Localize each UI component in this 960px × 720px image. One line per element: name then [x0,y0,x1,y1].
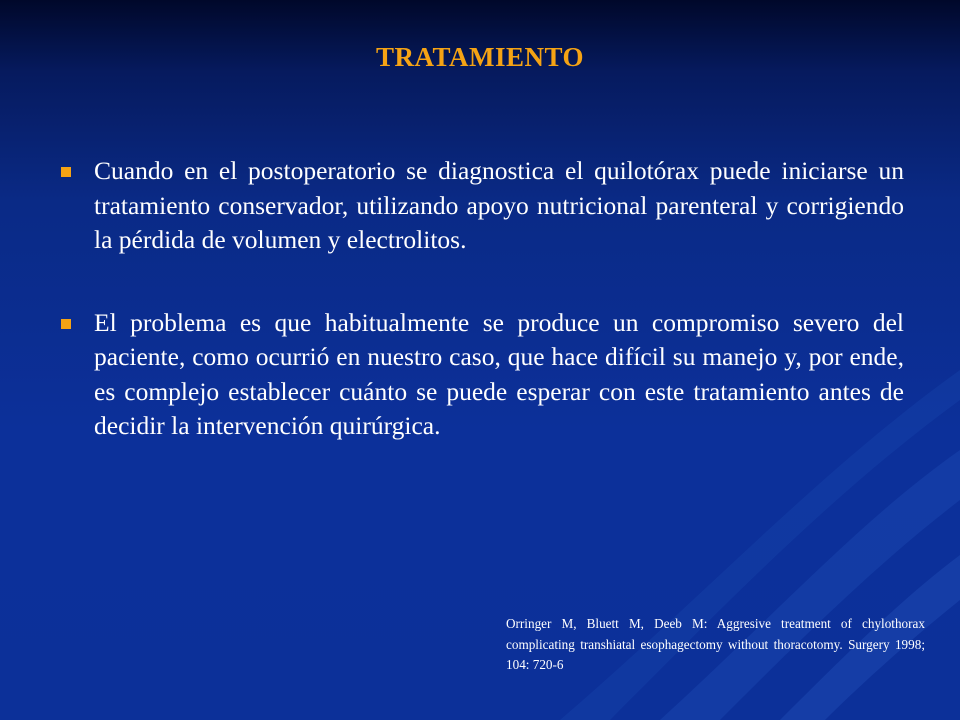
slide-title: TRATAMIENTO [375,42,585,72]
citation-reference: Orringer M, Bluett M, Deeb M: Aggresive treatment of chylothorax complicating transhiatal esophagectomy without thoracotomy. Surgery 1998; 104: 720-6 [506,616,925,672]
square-bullet-icon [61,319,71,329]
bullet-item [58,154,904,258]
bullet-list [58,154,904,444]
square-bullet-icon [61,167,71,177]
bullet-text: Cuando en el postoperatorio se diagnostica el quilotórax puede iniciarse un tratamiento conservador, utilizando apoyo nutricional parenteral y corrigiendo la pérdida de volumen y electrolitos. [94,156,904,254]
bullet-item [58,306,904,444]
bullet-text: El problema es que habitualmente se produce un compromiso severo del paciente, como ocurrió en nuestro caso, que hace difícil su manejo y, por ende, es complejo establecer cuánto se puede esperar con este tratamiento antes de decidir la intervención quirúrgica. [94,307,904,440]
